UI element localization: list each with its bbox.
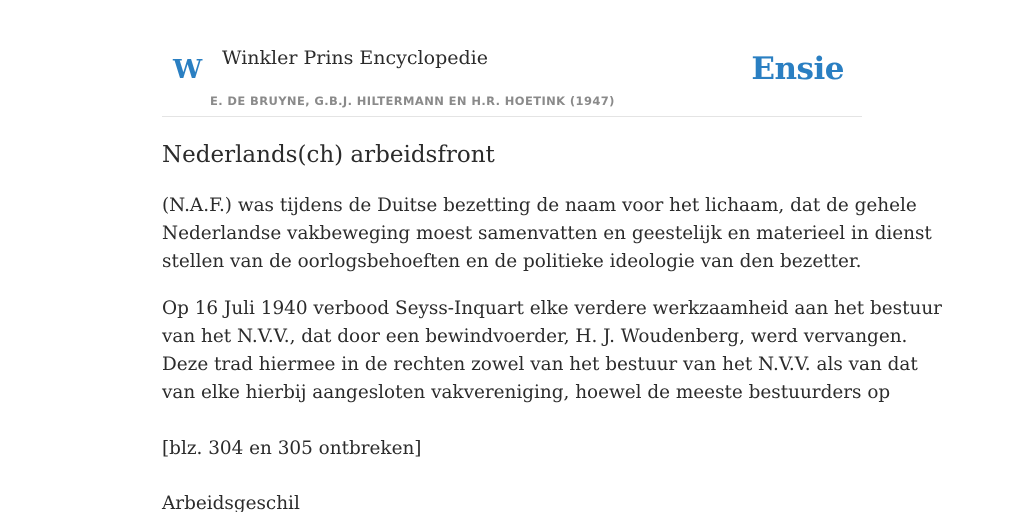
article-title: Nederlands(ch) arbeidsfront — [162, 142, 495, 168]
paragraph-line: van elke hierbij aangesloten vakvereniging, hoewel de meeste bestuurders op — [162, 382, 891, 403]
paragraph-line: (N.A.F.) was tijdens de Duitse bezetting de naam voor het lichaam, dat de gehele — [162, 195, 917, 216]
paragraph-line: van het N.V.V., dat door een bewindvoerder, H. J. Woudenberg, werd vervangen. — [162, 326, 908, 347]
paragraph-line: [blz. 304 en 305 ontbreken] — [162, 438, 422, 459]
paragraph-line: Nederlandse vakbeweging moest samenvatten en geestelijk en materieel in dienst — [162, 223, 932, 244]
missing-pages-note — [162, 435, 862, 463]
authors-line: E. DE BRUYNE, G.B.J. HILTERMANN EN H.R. HOETINK (1947) — [210, 94, 615, 108]
paragraph-line: Op 16 Juli 1940 verbood Seyss-Inquart elke verdere werkzaamheid aan het bestuur — [162, 298, 942, 319]
article-paragraph — [162, 192, 932, 276]
paragraph-line: stellen van de oorlogsbehoeften en de politieke ideologie van den bezetter. — [162, 251, 862, 272]
content-container — [162, 0, 942, 512]
article-paragraph — [162, 490, 862, 512]
article-paragraph — [162, 295, 942, 407]
paragraph-line: Deze trad hiermee in de rechten zowel van het bestuur van het N.V.V. als van dat — [162, 354, 918, 375]
publication-logo[interactable]: W — [173, 55, 203, 85]
book-title[interactable]: Winkler Prins Encyclopedie — [222, 47, 488, 69]
header — [162, 0, 862, 117]
paragraph-line: Arbeidsgeschil — [162, 493, 300, 512]
ensie-logo[interactable]: Ensie — [751, 51, 844, 87]
